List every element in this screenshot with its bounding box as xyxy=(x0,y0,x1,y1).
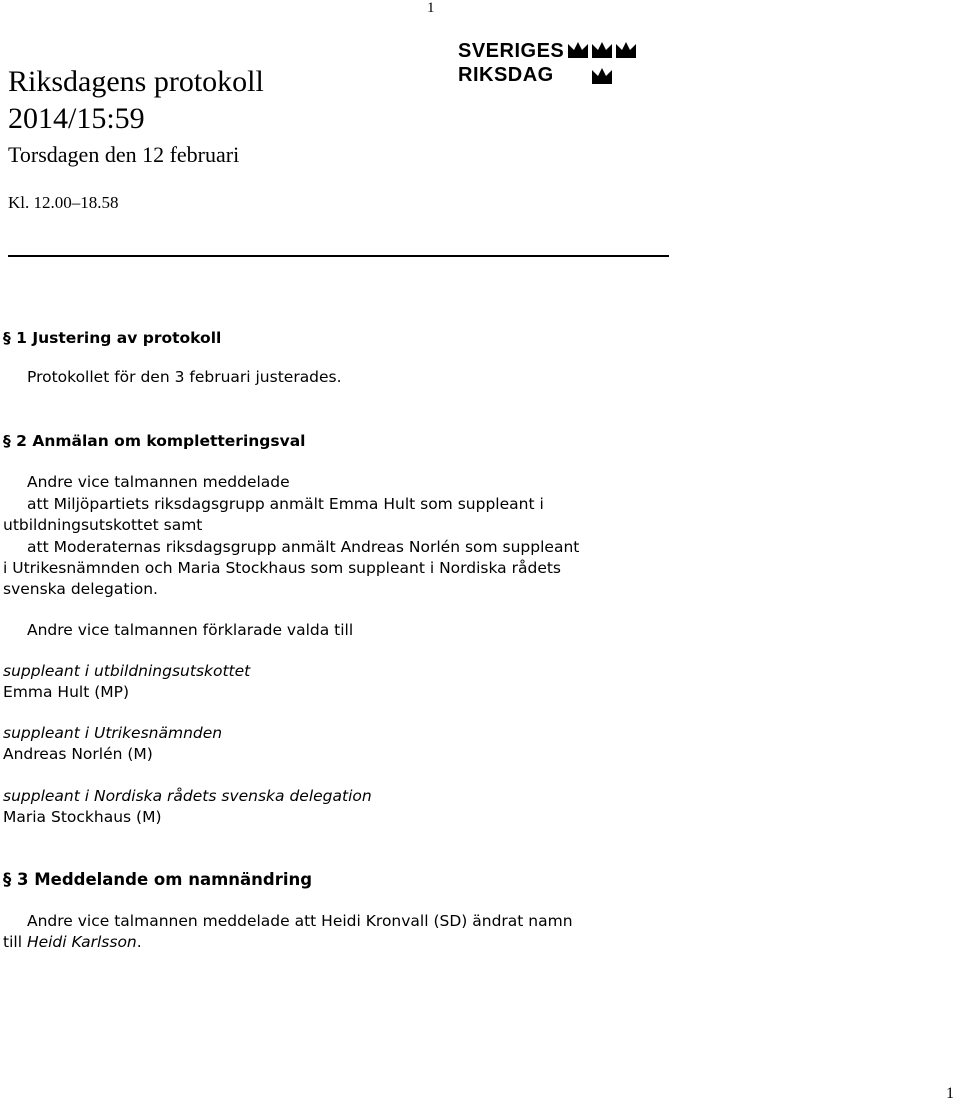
document-title: Riksdagens protokoll xyxy=(8,65,264,98)
section-2-mp-line1: att Miljöpartiets riksdagsgrupp anmält Emma Hult som suppleant i xyxy=(27,495,544,513)
section-1-heading: § 1 Justering av protokoll xyxy=(3,329,222,347)
section-3-text-prefix: till xyxy=(3,933,27,951)
elected-role: suppleant i utbildningsutskottet xyxy=(3,662,251,680)
page-number-top: 1 xyxy=(427,0,435,16)
logo-text-line2: RIKSDAG xyxy=(458,64,554,86)
meeting-time: Kl. 12.00–18.58 xyxy=(8,193,119,212)
section-2-m-line2: i Utrikesnämnden och Maria Stockhaus som suppleant i Nordiska rådets xyxy=(3,559,562,577)
page-number-bottom: 1 xyxy=(946,1085,954,1102)
elected-name: Emma Hult (MP) xyxy=(3,683,130,701)
section-3-text-line1: Andre vice talmannen meddelade att Heidi Kronvall (SD) ändrat namn xyxy=(27,912,573,930)
section-2-heading: § 2 Anmälan om kompletteringsval xyxy=(3,432,306,450)
section-2-declaration: Andre vice talmannen förklarade valda till xyxy=(27,621,354,639)
section-3-text-line2 xyxy=(3,932,142,953)
section-3-text-suffix: . xyxy=(136,933,142,951)
elected-name: Andreas Norlén (M) xyxy=(3,745,153,763)
riksdag-logo xyxy=(458,38,636,90)
header-divider xyxy=(8,255,669,257)
crowns-icon xyxy=(566,38,638,88)
logo-text-line1: SVERIGES xyxy=(458,40,565,62)
section-2-mp-line2: utbildningsutskottet samt xyxy=(3,516,203,534)
elected-role: suppleant i Nordiska rådets svenska delegation xyxy=(3,787,372,805)
new-name: Heidi Karlsson xyxy=(26,933,137,951)
section-2-m-line1: att Moderaternas riksdagsgrupp anmält Andreas Norlén som suppleant xyxy=(27,538,580,556)
section-1-text: Protokollet för den 3 februari justerades. xyxy=(27,368,342,386)
elected-role: suppleant i Utrikesnämnden xyxy=(3,724,223,742)
section-2-m-line3: svenska delegation. xyxy=(3,580,158,598)
protocol-number: 2014/15:59 xyxy=(8,102,145,135)
elected-name: Maria Stockhaus (M) xyxy=(3,808,162,826)
meeting-date: Torsdagen den 12 februari xyxy=(8,142,240,167)
section-2-intro: Andre vice talmannen meddelade xyxy=(27,473,290,491)
section-3-heading: § 3 Meddelande om namnändring xyxy=(3,870,313,889)
